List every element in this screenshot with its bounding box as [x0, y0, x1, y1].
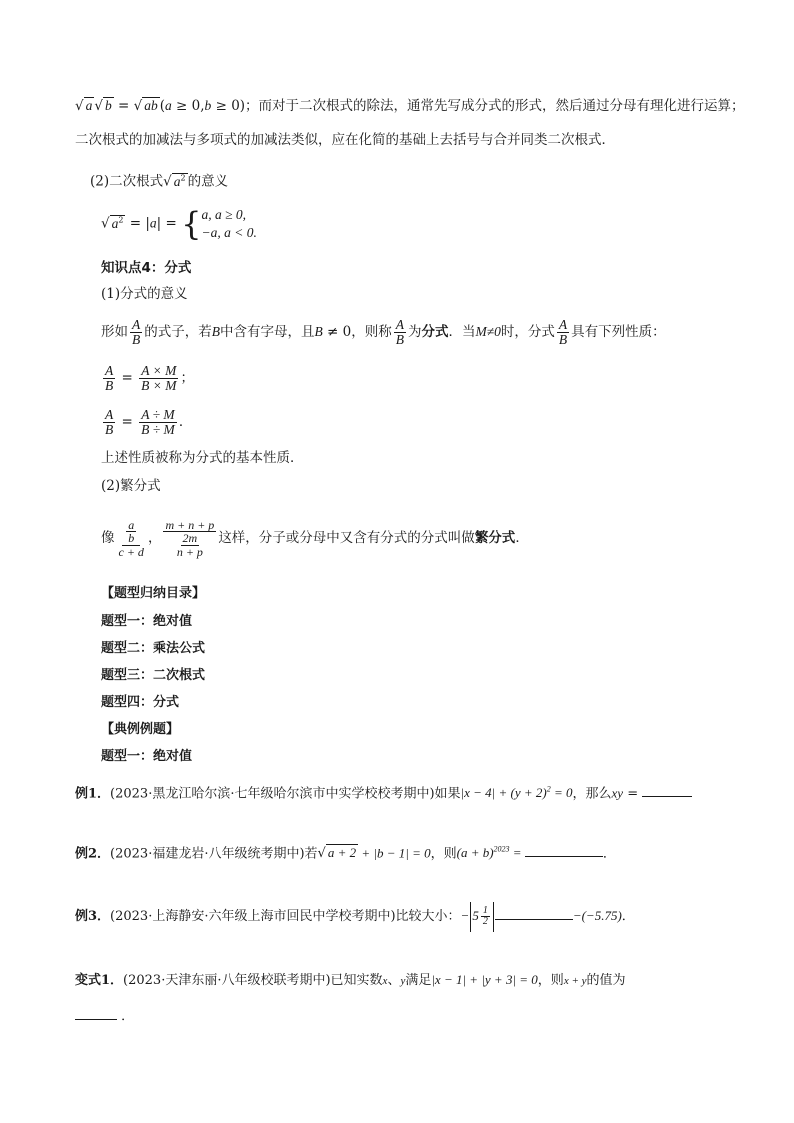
example-3: 例3．(2023·上海静安·六年级上海市回民中学校考期中)比较大小：− 5 $\frac{1}{2}$ −(−5.75)． [75, 898, 635, 935]
answer-blank[interactable] [75, 1005, 117, 1020]
complex-title: (2)繁分式 [101, 478, 161, 494]
type-item: 题型三：二次根式 [101, 668, 206, 683]
sqrt-cases: √ $a^2 = |a|$ = { a, a ≥ 0, −a, a < 0. [101, 205, 257, 243]
case-1: a, a ≥ 0, [201, 207, 247, 222]
example-label: 例2． [75, 846, 111, 862]
example-2: 例2．(2023·福建龙岩·八年级统考期中)若√ a + 2 + |b − 1| = 0，则$(a + b)^{2023}$ = ． [75, 840, 616, 864]
sec2-title: (2)二次根式√ $a^2$ 的意义 [90, 173, 229, 190]
example-1: 例1．(2023·黑龙江哈尔滨·七年级哈尔滨市中实学校校考期中)如果$|x - 4| + (y + 2)^2 = 0$，那么xy = [75, 780, 692, 804]
frac-definition: 形如 $\frac{A}{B}$ 的式子，若B中含有字母，且B ≠ 0，则称 $\frac{A}{B}$ 为分式．当M≠0时，分式 $\frac{A}{B}$ 具有下列性质： [101, 316, 666, 347]
example-label: 例1． [75, 786, 111, 802]
type-item: 题型二：乘法公式 [101, 641, 206, 656]
case-2: −a, a < 0. [201, 225, 257, 240]
kp4-title: 知识点4：分式 [101, 260, 192, 276]
basic-property: 上述性质被称为分式的基本性质． [101, 450, 304, 466]
answer-blank[interactable] [642, 782, 692, 797]
type-item: 题型一：绝对值 [101, 614, 193, 629]
example-label: 例3． [75, 909, 111, 924]
type-item: 题型四：分式 [101, 695, 180, 710]
intro-line-1: √ a √ b = √ ab (a ≥ 0,b ≥ 0)；而对于二次根式的除法，通常先写成分式的形式，然后通过分母有理化进行运算； [75, 98, 745, 114]
variant-1-answer: ． [75, 1005, 134, 1027]
answer-blank[interactable] [495, 905, 573, 920]
type1-title: 题型一：绝对值 [101, 749, 193, 764]
top-math: √ a √ b = √ ab (a ≥ 0,b ≥ 0) [75, 98, 246, 114]
intro-line-2: 二次根式的加减法与多项式的加减法类似，应在化简的基础上去括号与合并同类二次根式． [75, 132, 615, 148]
variant-label: 变式1． [75, 973, 124, 988]
property-multiply: $\frac{A}{B}$ = $\frac{A \times M}{B \times M}$ ； [105, 362, 195, 393]
variant-1: 变式1．(2023·天津东丽·八年级校联考期中)已知实数x、y满足|x − 1| + |y + 3| = 0，则x + y的值为 [75, 972, 626, 988]
type-dir-title: 【题型归纳目录】 [101, 586, 206, 601]
frac-meaning: (1)分式的意义 [101, 286, 188, 302]
property-divide: $\frac{A}{B}$ = $\frac{A \div M}{B \div M}$ ． [105, 406, 193, 437]
complex-fraction-def: 像 $\frac{\frac{a}{b}}{c + d}$ ， $\frac{m + n + p}{\frac{2m}{n + p}}$ 这样，分子或分母中又含有分式的分式叫做繁分式． [101, 517, 529, 559]
answer-blank[interactable] [525, 842, 603, 857]
examples-title: 【典例例题】 [101, 722, 180, 737]
